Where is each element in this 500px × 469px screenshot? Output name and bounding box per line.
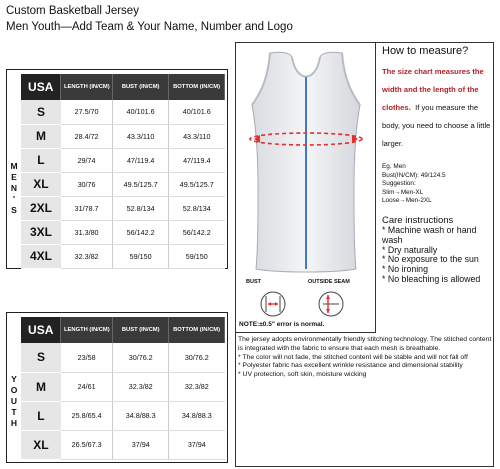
side-letter: E xyxy=(11,171,17,182)
youth-size-table xyxy=(21,317,225,460)
bust-cell: 40/101.6 xyxy=(113,100,169,124)
youth-size-table-frame xyxy=(6,312,228,463)
table-header-row xyxy=(21,74,225,100)
size-cell: 4XL xyxy=(21,244,61,268)
table-row xyxy=(21,401,225,430)
measure-example xyxy=(382,163,492,206)
table-row xyxy=(21,372,225,401)
men-size-table-frame xyxy=(6,69,228,269)
care-item: * No bleaching is allowed xyxy=(382,273,481,284)
col-header-bottom: BOTTOM (IN/CM) xyxy=(169,74,225,100)
example-line: Slim→Men-XL xyxy=(382,188,424,196)
table-header-row xyxy=(21,317,225,343)
size-cell: XL xyxy=(21,172,61,196)
size-cell: XL xyxy=(21,430,61,459)
size-cell: L xyxy=(21,148,61,172)
col-header-usa: USA xyxy=(21,74,61,100)
side-letter: H xyxy=(10,417,18,428)
col-header-length: LENGTH (IN/CM) xyxy=(61,74,113,100)
page-title: Custom Basketball Jersey xyxy=(6,5,139,17)
table-row xyxy=(21,430,225,459)
example-line: Loose→Men-2XL xyxy=(382,197,432,204)
length-cell: 30/76 xyxy=(61,172,113,196)
bottom-cell: 47/119.4 xyxy=(169,148,225,172)
youth-side-label xyxy=(7,341,21,461)
length-cell: 24/61 xyxy=(61,372,113,401)
size-cell: S xyxy=(21,100,61,124)
table-row xyxy=(21,148,225,172)
table-row xyxy=(21,343,225,372)
table-row xyxy=(21,172,225,196)
bottom-cell: 56/142.2 xyxy=(169,220,225,244)
length-cell: 23/58 xyxy=(61,343,113,372)
jersey-diagram xyxy=(236,43,376,333)
outside-seam-label: OUTSIDE SEAM xyxy=(308,279,350,285)
description-line: * Polyester fabric has excellent wrinkle resistance and dimensional stability xyxy=(238,362,463,370)
bust-cell: 34.8/88.3 xyxy=(113,401,169,430)
example-line: Suggestion: xyxy=(382,180,416,187)
bottom-cell: 59/150 xyxy=(169,244,225,268)
size-cell: M xyxy=(21,124,61,148)
bust-measure-icon xyxy=(258,290,288,318)
table-row xyxy=(21,124,225,148)
length-cell: 31/78.7 xyxy=(61,196,113,220)
length-cell: 29/74 xyxy=(61,148,113,172)
description-line: * The color will not fade, the stitched content will be stable and will not fall off xyxy=(238,353,468,361)
side-letter: O xyxy=(10,384,18,395)
col-header-bust: BUST (IN/CM) xyxy=(113,317,169,343)
bust-cell: 43.3/110 xyxy=(113,124,169,148)
care-item: * No ironing xyxy=(382,264,428,275)
side-letter: T xyxy=(11,406,17,417)
bust-cell: 47/119.4 xyxy=(113,148,169,172)
page-subtitle: Men Youth—Add Team & Your Name, Number and Logo xyxy=(6,21,293,33)
description-line: The jersey adopts environmentally friendly stitching technology. The stitched content is integrated with the fabric to ensure that each mesh is breathable. xyxy=(238,336,492,352)
measure-red-text: The size chart measures the width and the length of the clothes. xyxy=(382,67,484,112)
size-cell: M xyxy=(21,372,61,401)
error-note: NOTE:±0.5" error is normal. xyxy=(239,321,325,328)
side-letter: S xyxy=(11,204,17,215)
bust-cell: 32.3/82 xyxy=(113,372,169,401)
col-header-usa: USA xyxy=(21,317,61,343)
size-cell: 3XL xyxy=(21,220,61,244)
bottom-cell: 37/94 xyxy=(169,430,225,459)
table-row xyxy=(21,244,225,268)
care-item: * No exposure to the sun xyxy=(382,254,479,265)
length-cell: 27.5/70 xyxy=(61,100,113,124)
bottom-cell: 52.8/134 xyxy=(169,196,225,220)
side-letter: M xyxy=(10,160,18,171)
size-cell: L xyxy=(21,401,61,430)
col-header-length: LENGTH (IN/CM) xyxy=(61,317,113,343)
measure-panel xyxy=(235,42,494,467)
men-size-table xyxy=(21,74,225,269)
bottom-cell: 49.5/125.7 xyxy=(169,172,225,196)
length-cell: 26.5/67.3 xyxy=(61,430,113,459)
length-cell: 25.8/65.4 xyxy=(61,401,113,430)
side-letter: N xyxy=(10,182,18,193)
bust-cell: 52.8/134 xyxy=(113,196,169,220)
measure-body-text: If you measure the body, you need to choose a little larger. xyxy=(382,103,491,148)
bottom-cell: 30/76.2 xyxy=(169,343,225,372)
bust-cell: 59/150 xyxy=(113,244,169,268)
col-header-bust: BUST (IN/CM) xyxy=(113,74,169,100)
length-cell: 31.3/80 xyxy=(61,220,113,244)
side-letter: U xyxy=(10,395,18,406)
bust-cell: 30/76.2 xyxy=(113,343,169,372)
table-row xyxy=(21,196,225,220)
bottom-cell: 43.3/110 xyxy=(169,124,225,148)
bottom-cell: 40/101.6 xyxy=(169,100,225,124)
fabric-description xyxy=(238,336,492,380)
bust-cell: 37/94 xyxy=(113,430,169,459)
care-item: * Dry naturally xyxy=(382,244,438,255)
bust-cell: 56/142.2 xyxy=(113,220,169,244)
example-line: Eg. Men xyxy=(382,163,406,170)
length-cell: 28.4/72 xyxy=(61,124,113,148)
table-row xyxy=(21,100,225,124)
length-cell: 32.3/82 xyxy=(61,244,113,268)
side-letter: Y xyxy=(11,373,17,384)
bottom-cell: 34.8/88.3 xyxy=(169,401,225,430)
bust-label: BUST xyxy=(246,279,261,285)
side-letter: ' xyxy=(12,193,16,204)
bottom-cell: 32.3/82 xyxy=(169,372,225,401)
care-instructions xyxy=(382,216,492,285)
care-item: * Machine wash or hand wash xyxy=(382,225,477,245)
how-to-measure-title: How to measure? xyxy=(382,45,469,57)
care-title: Care instructions xyxy=(382,214,454,226)
men-side-label xyxy=(7,108,21,268)
jersey-illustration xyxy=(240,47,372,277)
col-header-bottom: BOTTOM (IN/CM) xyxy=(169,317,225,343)
bust-cell: 49.5/125.7 xyxy=(113,172,169,196)
example-line: Bust(IN/CM): 49/124.5 xyxy=(382,171,446,179)
table-row xyxy=(21,220,225,244)
size-cell: 2XL xyxy=(21,196,61,220)
size-cell: S xyxy=(21,343,61,372)
description-line: * UV protection, soft skin, moisture wicking xyxy=(238,371,367,379)
outside-seam-icon xyxy=(316,290,346,318)
how-to-measure xyxy=(382,45,492,285)
